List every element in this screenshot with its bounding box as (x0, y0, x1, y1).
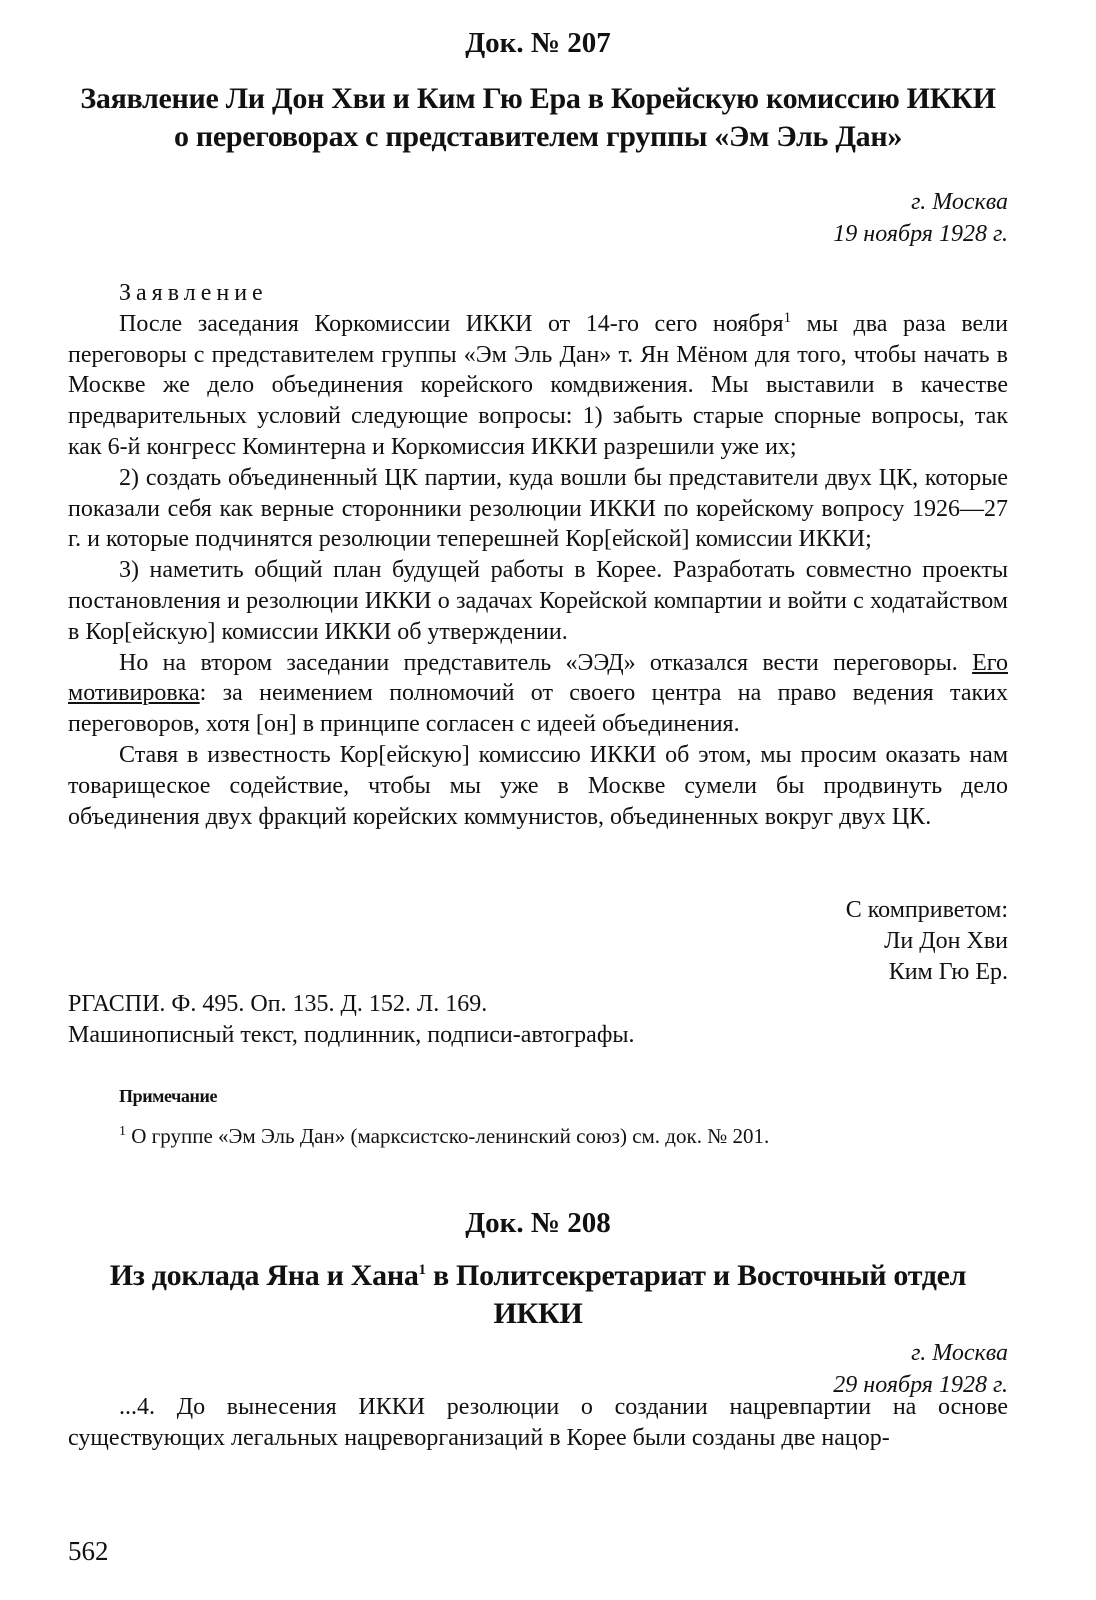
archive-reference: РГАСПИ. Ф. 495. Оп. 135. Д. 152. Л. 169. (68, 991, 488, 1017)
doc-207-paragraph-5: Ставя в известность Кор[ейскую] комиссию ИККИ об этом, мы просим оказать нам товарищеское содействие, чтобы мы уже в Москве сумели бы продвинуть дело объединения двух фракций корейских коммунистов, объединенных вокруг двух ЦК. (68, 741, 1008, 830)
doc-207-paragraph-4: Но на втором заседании представитель «ЭЭД» отказался вести переговоры. Его мотивировка: за неимением полномочий от своего центра на право ведения таких переговоров, хотя [он] в принципе согласен с идеей объединения. (68, 649, 1008, 738)
page-number: 562 (68, 1536, 109, 1566)
document-page (68, 0, 1008, 1600)
signature-name-2: Ким Гю Ер. (888, 959, 1008, 985)
doc-207-title-line1: Заявление Ли Дон Хви и Ким Гю Ера в Корейскую комиссию ИККИ (80, 82, 996, 115)
doc-207-body (68, 278, 1008, 832)
footnote-1: $^1$ О группе «Эм Эль Дан» (марксистско-ленинский союз) см. док. № 201. (119, 1124, 770, 1148)
doc-208-place: г. Москва (911, 1340, 1008, 1366)
doc-207-heading: Заявление (119, 280, 268, 306)
doc-207-number: Док. № 207 (465, 27, 611, 59)
footnote-ref-1[interactable]: 1 (418, 1262, 426, 1278)
doc-208-paragraph-1: ...4. До вынесения ИККИ резолюции о создании нацревпартии на основе существующих легальных нацреворганизаций в Корее были созданы две нацор- (68, 1394, 1008, 1451)
doc-207-date: 19 ноября 1928 г. (833, 221, 1008, 247)
note-heading: Примечание (119, 1086, 218, 1106)
doc-207-paragraph-3: 3) наметить общий план будущей работы в Корее. Разработать совместно проекты постановления и резолюции ИККИ о задачах Корейской компартии и войти с ходатайством в Кор[ейскую] комиссии ИККИ об утверждении. (68, 557, 1008, 645)
signature-block (846, 895, 1008, 988)
footnote-ref-1[interactable]: 1 (783, 309, 792, 326)
signature-greeting: С комприветом: (845, 897, 1008, 923)
doc-208-body (68, 1392, 1008, 1454)
archive-source (68, 989, 635, 1051)
doc-208-title-line1: Из доклада Яна и Хана$^1$ в Политсекретариат и Восточный отдел (109, 1259, 967, 1292)
signature-name-1: Ли Дон Хви (884, 928, 1008, 954)
doc-208-title (68, 1257, 1008, 1333)
doc-207-paragraph-1: После заседания Коркомиссии ИККИ от 14-го сего ноября$^1$ мы два раза вели переговоры с представителем группы «Эм Эль Дан» т. Ян Мёном для того, чтобы начать в Москве же дело объединения корейского комдвижения. Мы выставили в качестве предварительных условий следующие вопросы: 1) забыть старые спорные вопросы, так как 6-й конгресс Коминтерна и Коркомиссия ИККИ разрешили уже их; (68, 309, 1008, 460)
doc-207-place: г. Москва (911, 189, 1008, 215)
doc-208-number: Док. № 208 (465, 1207, 611, 1239)
archive-description: Машинописный текст, подлинник, подписи-автографы. (68, 1022, 635, 1048)
doc-207-title (68, 80, 1008, 156)
doc-208-title-line2: ИККИ (493, 1297, 583, 1330)
doc-207-place-date (833, 186, 1008, 250)
doc-207-paragraph-2: 2) создать объединенный ЦК партии, куда вошли бы представители двух ЦК, которые показали себя как верные сторонники резолюции ИККИ по корейскому вопросу 1926—27 г. и которые подчинятся резолюции теперешней Кор[ейской] комиссии ИККИ; (68, 464, 1008, 553)
doc-207-title-line2: о переговорах с представителем группы «Эм Эль Дан» (173, 120, 903, 153)
doc-208-date: 29 ноября 1928 г. (833, 1372, 1008, 1398)
